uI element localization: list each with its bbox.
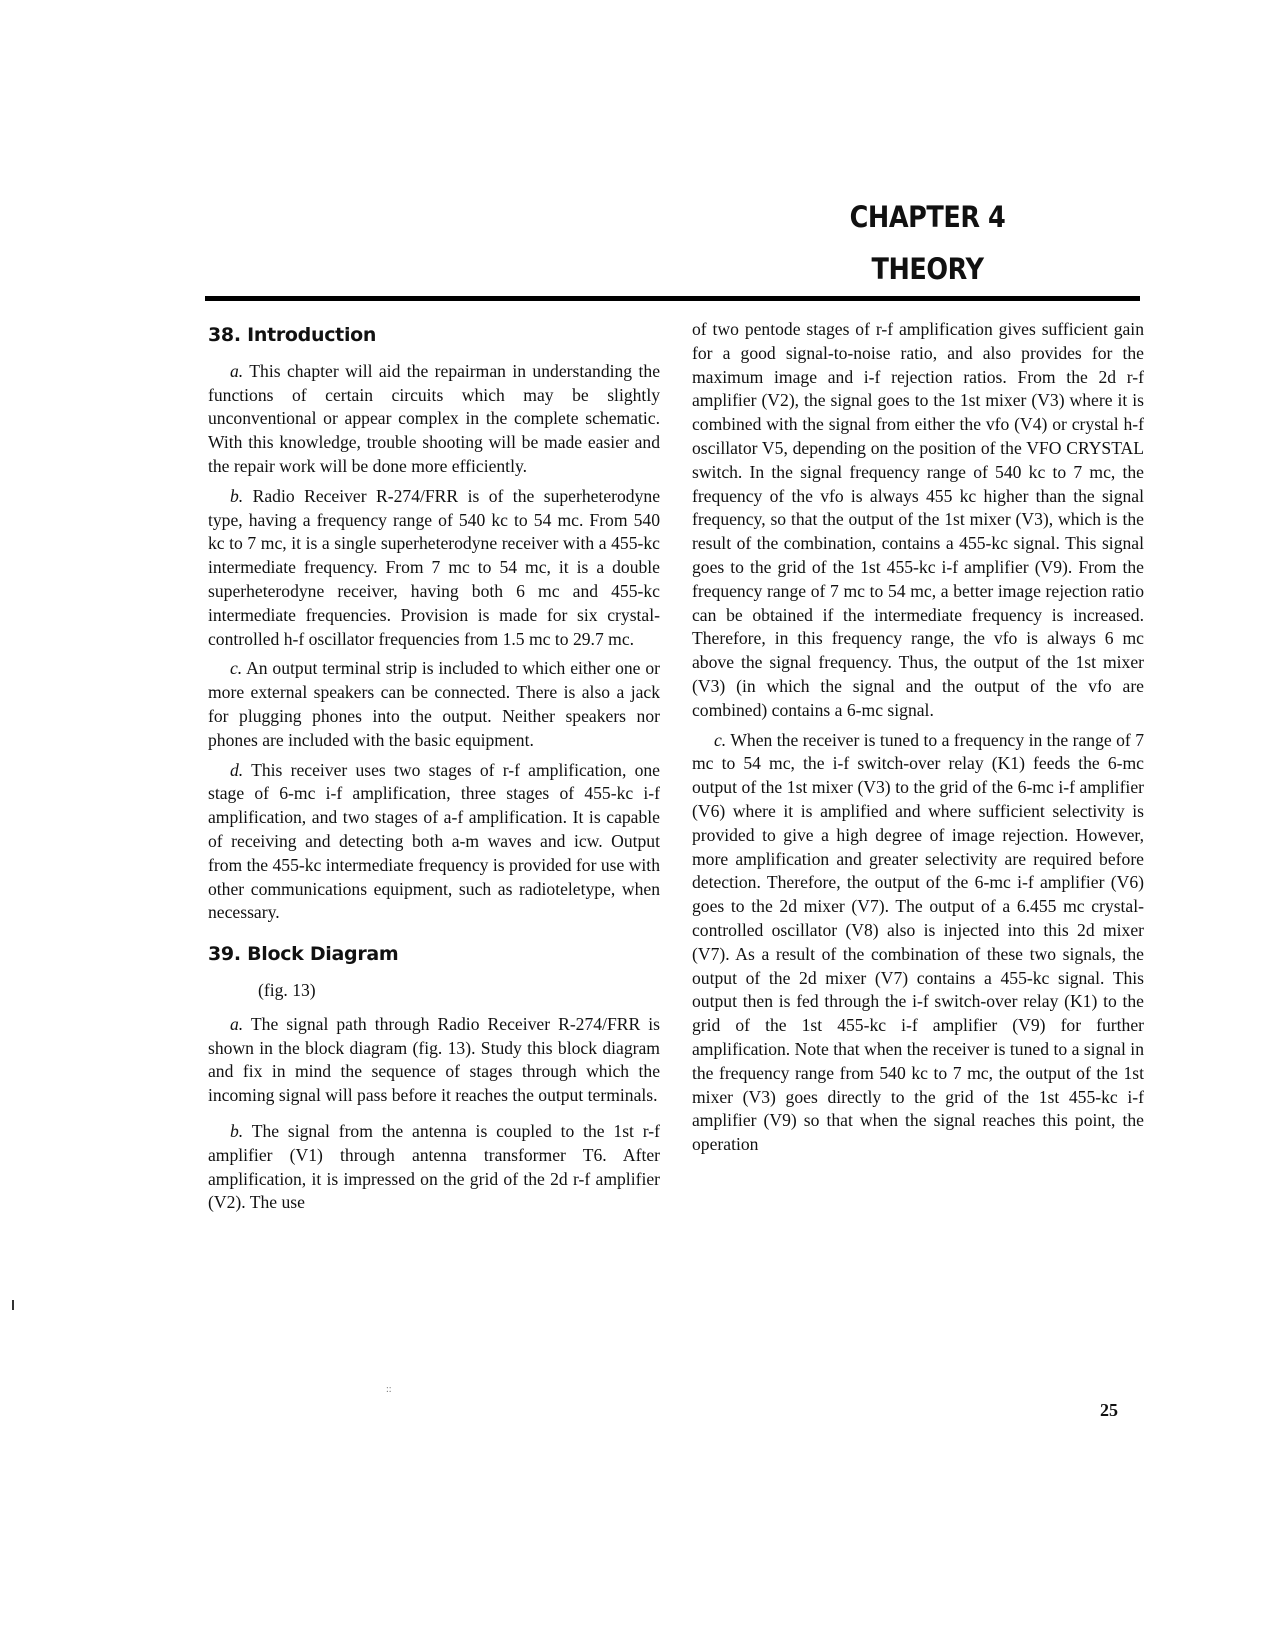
chapter-title: THEORY	[871, 252, 984, 286]
left-column	[208, 318, 660, 1221]
paragraph-39a	[208, 1013, 660, 1108]
paragraph-39b-continued: of two pentode stages of r-f amplification gives sufficient gain for a good signal-to-noise ratio, and also provides for the maximum image and i-f rejection ratios. From the 2d r-f amplifier (V2), the signal goes to the 1st mixer (V3) where it is combined with the signal from either the vfo (V4) or crystal h-f oscillator V5, depending on the position of the VFO CRYSTAL switch. In the signal frequency range of 540 kc to 7 mc, the frequency of the vfo is always 455 kc higher than the signal frequency, so that the output of the 1st mixer (V3), which is the result of the combination, contains a 455-kc signal. This signal goes to the grid of the 1st 455-kc i-f amplifier (V9). From the frequency range of 7 mc to 54 mc, a better image rejection ratio can be obtained if the intermediate frequency is increased. Therefore, in this frequency range, the vfo is always 6 mc above the signal frequency. Thus, the output of the 1st mixer (V3) (in which the signal and the output of the vfo are combined) contains a 6-mc signal.	[692, 319, 1144, 720]
section-heading-introduction: 38. Introduction	[208, 324, 377, 346]
paragraph-text: An output terminal strip is included to which either one or more external speakers can be connected. There is also a jack for plugging phones into the output. Neither speakers nor phones are included with the basic equipment.	[208, 658, 660, 750]
paragraph-label: c.	[230, 658, 243, 679]
right-column	[692, 318, 1144, 1163]
page-number: 25	[1100, 1400, 1118, 1420]
paragraph-label: b.	[230, 485, 244, 506]
paragraph-label: a.	[230, 360, 244, 381]
paragraph-text: When the receiver is tuned to a frequency in the range of 7 mc to 54 mc, the i-f switch-over relay (K1) feeds the 6-mc output of the 1st mixer (V3) to the grid of the 6-mc i-f amplifier (V6) where it is amplified and where sufficient selectivity is provided to give a high degree of image rejection. However, more amplification and greater selectivity are required before detection. Therefore, the output of the 6-mc i-f amplifier (V6) goes to the 2d mixer (V7). The output of a 6.455 mc crystal-controlled oscillator (V8) also is injected into this 2d mixer (V7). As a result of the combination of these two signals, the output of the 2d mixer (V7) contains a 455-kc signal. This output then is fed through the i-f switch-over relay (K1) to the grid of the 1st 455-kc i-f amplifier (V9) for further amplification. Note that when the receiver is tuned to a signal in the frequency range from 540 kc to 7 mc, the output of the 1st mixer (V3) goes directly to the grid of the 1st 455-kc i-f amplifier (V9) so that when the signal reaches this point, the operation	[692, 729, 1144, 1155]
chapter-label: CHAPTER 4	[849, 200, 1006, 234]
scan-edge-mark	[12, 1300, 14, 1310]
paragraph-39b	[208, 1120, 660, 1215]
paragraph-text: This receiver uses two stages of r-f amplification, one stage of 6-mc i-f amplification, three stages of 455-kc i-f amplification, and two stages of a-f amplification. It is capable of receiving and detecting both a-m waves and icw. Output from the 455-kc intermediate frequency is provided for use with other communications equipment, such as radioteletype, when necessary.	[208, 759, 660, 923]
paragraph-text: The signal from the antenna is coupled to the 1st r-f amplifier (V1) through antenna transformer T6. After amplification, it is impressed on the grid of the 2d r-f amplifier (V2). The use	[208, 1120, 660, 1213]
paragraph-text: The signal path through Radio Receiver R-274/FRR is shown in the block diagram (fig. 13). Study this block diagram and fix in mind the sequence of stages through which the incoming signal will pass before it reaches the output terminals.	[208, 1013, 660, 1106]
paragraph-38d	[208, 759, 660, 926]
paragraph-39c	[692, 729, 1144, 1157]
paragraph-text: This chapter will aid the repairman in understanding the functions of certain circuits which may be slightly unconventional or appear complex in the complete schematic. With this knowledge, trouble shooting will be made easier and the repair work will be done more efficiently.	[208, 360, 660, 476]
figure-reference: (fig. 13)	[258, 979, 316, 1000]
paragraph-38b	[208, 485, 660, 652]
paragraph-label: b.	[230, 1120, 244, 1141]
paragraph-label: a.	[230, 1013, 244, 1034]
paragraph-text: Radio Receiver R-274/FRR is of the superheterodyne type, having a frequency range of 540 kc to 54 mc. From 540 kc to 7 mc, it is a single superheterodyne receiver with a 455-kc intermediate frequency. From 7 mc to 54 mc, it is a double superheterodyne receiver, having both 6 mc and 455-kc intermediate frequencies. Provision is made for six crystal-controlled h-f oscillator frequencies from 1.5 mc to 29.7 mc.	[208, 485, 660, 649]
paragraph-38a	[208, 360, 660, 479]
paragraph-label: c.	[714, 729, 727, 750]
header-rule	[205, 296, 1140, 301]
paragraph-38c	[208, 657, 660, 752]
paragraph-label: d.	[230, 759, 244, 780]
gutter-mark: ::	[386, 1384, 392, 1395]
section-heading-block-diagram: 39. Block Diagram	[208, 943, 399, 966]
